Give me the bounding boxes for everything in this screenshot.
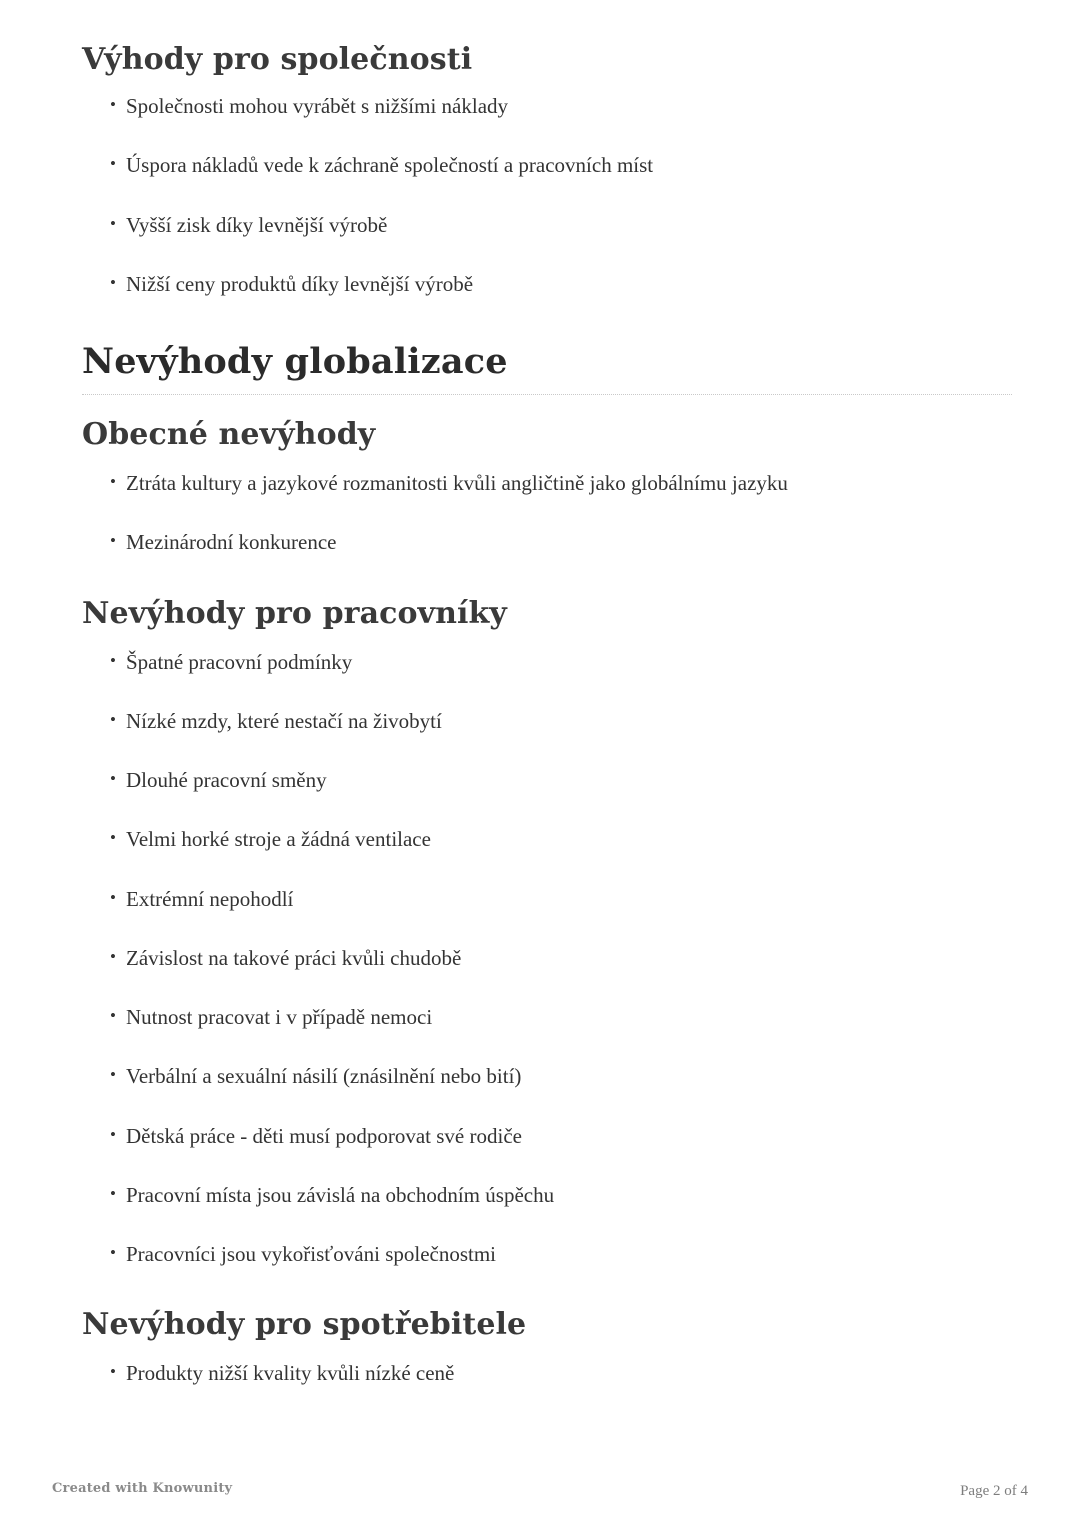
list-item: • Vyšší zisk díky levnější výrobě xyxy=(110,212,1012,238)
list-item: • Pracovníci jsou vykořisťováni společnostmi xyxy=(110,1241,1012,1267)
footer-credit: Created with Knowunity xyxy=(52,1481,233,1496)
section-nevyhody-pro-spotrebitele xyxy=(82,1307,1012,1386)
page-footer xyxy=(0,1481,1080,1505)
section-heading: Nevýhody pro pracovníky xyxy=(82,595,507,631)
section-nevyhody-globalizace xyxy=(82,341,1012,395)
bullet-list xyxy=(82,1360,1012,1386)
list-item: • Dětská práce - děti musí podporovat své rodiče xyxy=(110,1123,1012,1149)
section-heading: Výhody pro společnosti xyxy=(82,42,473,77)
list-item: • Společnosti mohou vyrábět s nižšími náklady xyxy=(110,93,1012,119)
bullet-list xyxy=(82,470,1012,556)
page-title: Nevýhody globalizace xyxy=(82,341,508,382)
list-item: • Špatné pracovní podmínky xyxy=(110,649,1012,675)
list-item: • Pracovní místa jsou závislá na obchodním úspěchu xyxy=(110,1182,1012,1208)
footer-page-number: Page 2 of 4 xyxy=(960,1483,1028,1499)
list-item: • Dlouhé pracovní směny xyxy=(110,767,1012,793)
list-item: • Závislost na takové práci kvůli chudobě xyxy=(110,945,1012,971)
list-item: • Velmi horké stroje a žádná ventilace xyxy=(110,826,1012,852)
section-nevyhody-pro-pracovniky xyxy=(82,596,1012,1268)
bullet-list xyxy=(82,649,1012,1268)
list-item: • Produkty nižší kvality kvůli nízké ceně xyxy=(110,1360,1012,1386)
section-heading: Obecné nevýhody xyxy=(82,417,376,452)
list-item: • Extrémní nepohodlí xyxy=(110,886,1012,912)
list-item: • Ztráta kultury a jazykové rozmanitosti kvůli angličtině jako globálnímu jazyku xyxy=(110,470,1012,496)
section-obecne-nevyhody xyxy=(82,417,1012,556)
list-item: • Nižší ceny produktů díky levnější výrobě xyxy=(110,271,1012,297)
section-heading: Nevýhody pro spotřebitele xyxy=(82,1307,527,1343)
list-item: • Úspora nákladů vede k záchraně společností a pracovních míst xyxy=(110,152,1012,178)
bullet-list xyxy=(82,93,1012,297)
section-vyhody-pro-spolecnosti xyxy=(82,42,1012,297)
list-item: • Nízké mzdy, které nestačí na živobytí xyxy=(110,708,1012,734)
document-body xyxy=(82,42,1012,1420)
list-item: • Verbální a sexuální násilí (znásilnění nebo bití) xyxy=(110,1063,1012,1089)
list-item: • Nutnost pracovat i v případě nemoci xyxy=(110,1004,1012,1030)
list-item: • Mezinárodní konkurence xyxy=(110,529,1012,555)
